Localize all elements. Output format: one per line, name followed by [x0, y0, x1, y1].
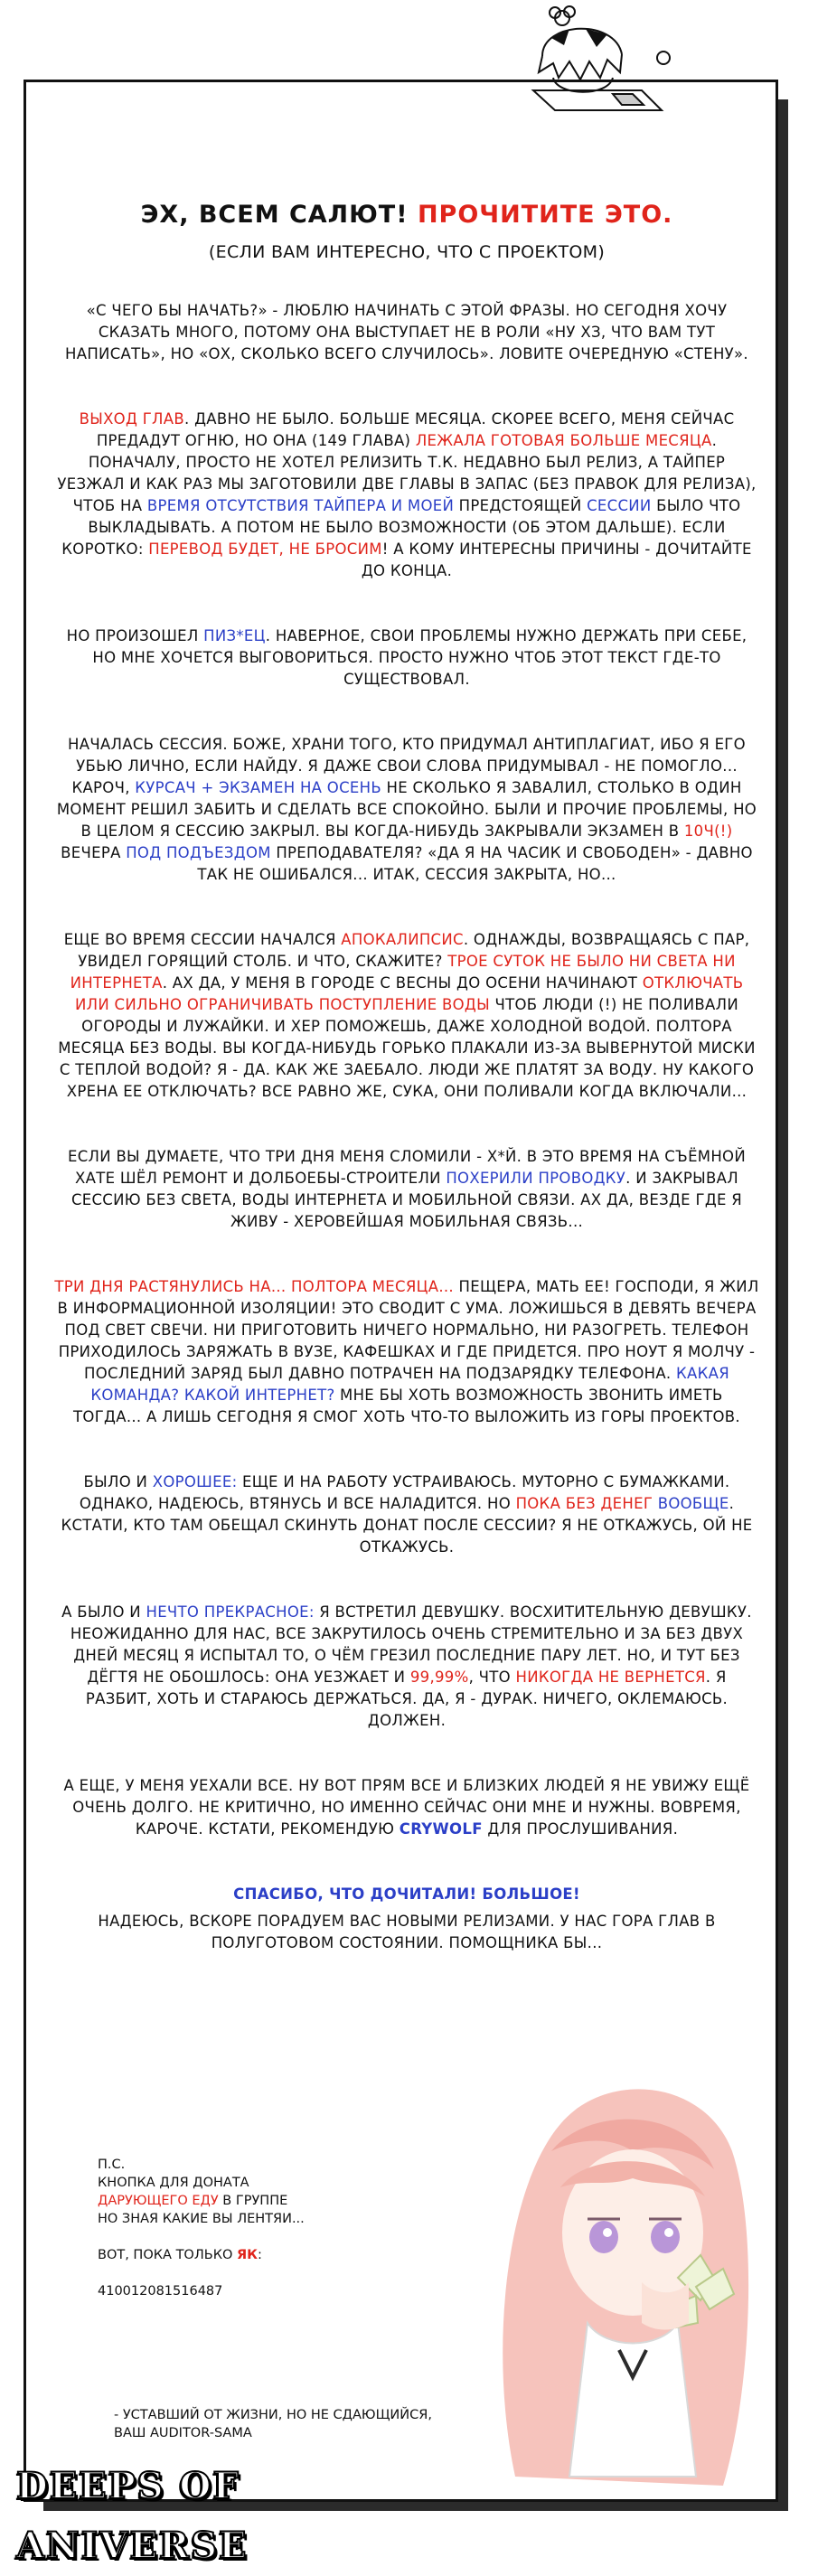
- highlight-percent: 99,99%: [409, 1669, 469, 1686]
- highlight-no-power: ТРОЕ СУТОК НЕ БЫЛО НИ СВЕТА НИ ИНТЕРНЕТА: [70, 953, 736, 992]
- text-segment: А БЫЛО И: [61, 1603, 146, 1621]
- highlight-never-return: НИКОГДА НЕ ВЕРНЕТСЯ: [515, 1669, 706, 1686]
- text-segment: . НАВЕРНОЕ, СВОИ ПРОБЛЕМЫ НУЖНО ДЕРЖАТЬ ПРИ СЕБЕ, НО МНЕ ХОЧЕТСЯ ВЫГОВОРИТЬСЯ. ПРОСТО НУЖНО ЧТОБ ЭТОТ ТЕКСТ ГДЕ-ТО СУЩЕСТВОВАЛ.: [92, 627, 747, 688]
- ps-donate-button-text: КНОПКА ДЛЯ ДОНАТА: [98, 2176, 249, 2190]
- text-segment: . АХ ДА, У МЕНЯ В ГОРОДЕ С ВЕСНЫ ДО ОСЕНИ НАЧИНАЮТ: [162, 974, 643, 992]
- highlight-crywolf: CRYWOLF: [399, 1820, 483, 1838]
- ps-lazy-line: НО ЗНАЯ КАКИЕ ВЫ ЛЕНТЯИ...: [98, 2212, 305, 2226]
- text-segment: В ГРУППЕ: [218, 2194, 288, 2208]
- title-greeting: ЭХ, ВСЕМ САЛЮТ!: [140, 201, 409, 229]
- paragraph-problems: [54, 625, 759, 691]
- text-segment: Я ВСТРЕТИЛ ДЕВУШКУ. ВОСХИТИТЕЛЬНУЮ ДЕВУШКУ. НЕОЖИДАННО ДЛЯ НАС, ВСЕ ЗАКРУТИЛОСЬ ОЧЕНЬ СТРЕМИТЕЛЬНО И ЗА БЕЗ ДВУХ ДНЕЙ МЕСЯЦ Я ИСПЫТАЛ ТО, О ЧЁМ ГРЕЗИЛ ПОСЛЕДНИЕ ПАРУ ЛЕТ. НО, И ТУТ БЕЗ ДЁГТЯ НЕ ОБОШЛОСЬ: ОНА УЕЗЖАЕТ И: [70, 1603, 752, 1686]
- text-segment: ПРЕДСТОЯЩЕЙ: [454, 497, 588, 514]
- team-logo: DEEPS OF ANIVERSE: [16, 2465, 249, 2567]
- text-segment: БЫЛО И: [83, 1473, 153, 1490]
- text-segment: НАЧАЛАСЬ СЕССИЯ. БОЖЕ, ХРАНИ ТОГО, КТО ПРИДУМАЛ АНТИПЛАГИАТ, ИБО Я ЕГО УБЬЮ ЛИЧНО, ЕСЛИ НАЙДУ. Я ДАЖЕ СВОИ СЛОВА ПРИДУМЫВАЛ - НЕ ПОМОГЛО... КАРОЧ,: [68, 736, 746, 796]
- text-segment: ЧТОБ ЛЮДИ (!) НЕ ПОЛИВАЛИ ОГОРОДЫ И ЛУЖАЙКИ. И ХЕР ПОМОЖЕШЬ, ДАЖЕ ХОЛОДНОЙ ВОДОЙ. ПОЛТОРА МЕСЯЦА БЕЗ ВОДЫ. ВЫ КОГДА-НИБУДЬ ГОРЬКО ПЛАКАЛИ ИЗ-ЗА ВЫВЕРНУТОЙ МИСКИ С ТЕПЛОЙ ВОДОЙ? Я - ДА. КАК ЖЕ ЗАЕБАЛО. ЛЮДИ ЖЕ ПЛАТЯТ ЗА ВОДУ. НУ КАКОГО ХРЕНА ЕЕ ОТКЛЮЧАТЬ? ВСЕ РАВНО ЖЕ, СУКА, ОНИ ПОЛИВАЛИ КОГДА ВКЛЮЧАЛИ...: [58, 996, 756, 1100]
- page-subtitle: (ЕСЛИ ВАМ ИНТЕРЕСНО, ЧТО С ПРОЕКТОМ): [208, 242, 606, 262]
- anime-girl-illustration: [452, 2052, 764, 2495]
- text-segment: , ЧТО: [468, 1669, 516, 1686]
- text-segment: . ОДНАЖДЫ, ВОЗВРАЩАЯСЬ С ПАР, УВИДЕЛ ГОРЯЩИЙ СТОЛБ. И ЧТО, СКАЖИТЕ?: [78, 931, 750, 970]
- ps-label: П.С.: [98, 2158, 126, 2172]
- text-segment: МНЕ БЫ ХОТЬ ВОЗМОЖНОСТЬ ЗВОНИТЬ ИМЕТЬ ТОГДА... А ЛИШЬ СЕГОДНЯ Я СМОГ ХОТЬ ЧТО-ТО ВЫЛОЖИТЬ ИЗ ГОРЫ ПРОЕКТОВ.: [73, 1387, 740, 1425]
- ps-donate-highlight: ДАРУЮЩЕГО ЕДУ: [98, 2194, 219, 2208]
- text-segment: НО ПРОИЗОШЕЛ: [66, 627, 204, 644]
- ps-donate-line: [98, 2192, 477, 2210]
- ps-wallet-number: 410012081516487: [98, 2284, 223, 2299]
- text-segment: ДЛЯ ПРОСЛУШИВАНИЯ.: [482, 1820, 679, 1838]
- text-segment: ЕЩЕ И НА РАБОТУ УСТРАИВАЮСЬ. МУТОРНО С БУМАЖКАМИ. ОДНАКО, НАДЕЮСЬ, ВТЯНУСЬ И ВСЕ НАЛАДИТСЯ. НО: [79, 1473, 730, 1512]
- highlight-coursework: КУРСАЧ + ЭКЗАМЕН НА ОСЕНЬ: [135, 779, 381, 796]
- spacer: [98, 2228, 477, 2246]
- highlight-good: ХОРОШЕЕ:: [152, 1473, 238, 1490]
- letter-content: [54, 199, 759, 1954]
- text-segment: ПРЕПОДАВАТЕЛЯ? «ДА Я НА ЧАСИК И СВОБОДЕН» - ДАВНО ТАК НЕ ОШИБАЛСЯ... ИТАК, СЕССИЯ ЗАКРЫТА, НО...: [197, 844, 753, 883]
- text-segment: . КСТАТИ, КТО ТАМ ОБЕЩАЛ СКИНУТЬ ДОНАТ ПОСЛЕ СЕССИИ? Я НЕ ОТКАЖУСЬ, ОЙ НЕ ОТКАЖУСЬ.: [61, 1495, 753, 1556]
- text-segment: . И ЗАКРЫВАЛ СЕССИЮ БЕЗ СВЕТА, ВОДЫ ИНТЕРНЕТА И МОБИЛЬНОЙ СВЯЗИ. АХ ДА, ВЕЗДЕ ГДЕ Я ЖИВУ - ХЕРОВЕЙШАЯ МОБИЛЬНАЯ СВЯЗЬ...: [71, 1170, 743, 1230]
- paragraph-releases: [54, 409, 759, 582]
- highlight-not-dropped: ПЕРЕВОД БУДЕТ, НЕ БРОСИМ: [148, 541, 382, 558]
- signature: - УСТАВШИЙ ОТ ЖИЗНИ, НО НЕ СДАЮЩИЙСЯ, ВАШ AUDITOR-SAMA: [114, 2408, 432, 2440]
- paragraph-intro: «С ЧЕГО БЫ НАЧАТЬ?» - ЛЮБЛЮ НАЧИНАТЬ С ЭТОЙ ФРАЗЫ. НО СЕГОДНЯ ХОЧУ СКАЗАТЬ МНОГО, ПОТОМУ ОНА ВЫСТУПАЕТ НЕ В РОЛИ «НУ ХЗ, ЧТО ВАМ ТУТ НАПИСАТЬ», НО «ОХ, СКОЛЬКО ВСЕГО СЛУЧИЛОСЬ». ЛОВИТЕ ОЧЕРЕДНУЮ «СТЕНУ».: [65, 302, 748, 362]
- paragraph-girl: [54, 1602, 759, 1732]
- highlight-entrance: ПОД ПОДЪЕЗДОМ: [126, 844, 271, 861]
- highlight-team-internet: КАКАЯ КОМАНДА? КАКОЙ ИНТЕРНЕТ?: [90, 1365, 729, 1404]
- text-segment: А ЕЩЕ, У МЕНЯ УЕХАЛИ ВСЕ. НУ ВОТ ПРЯМ ВСЕ И БЛИЗКИХ ЛЮДЕЙ Я НЕ УВИЖУ ЕЩЁ ОЧЕНЬ ДОЛГО. НЕ КРИТИЧНО, НО ИМЕННО СЕЙЧАС ОНИ МНЕ И НУЖНЫ. ВОВРЕМЯ, КАРОЧЕ. КСТАТИ, РЕКОМЕНДУЮ: [63, 1777, 750, 1838]
- paragraph-good-news: [54, 1471, 759, 1558]
- chibi-character-illustration: [506, 2, 678, 119]
- highlight-wiring: ПОХЕРИЛИ ПРОВОДКУ: [446, 1170, 626, 1187]
- highlight-at-all: ВООБЩЕ: [657, 1495, 729, 1512]
- closing-paragraph: НАДЕЮСЬ, ВСКОРЕ ПОРАДУЕМ ВАС НОВЫМИ РЕЛИЗАМИ. У НАС ГОРА ГЛАВ В ПОЛУГОТОВОМ СОСТОЯНИИ. ПОМОЩНИКА БЫ...: [98, 1913, 716, 1951]
- highlight-releases: ВЫХОД ГЛАВ: [79, 410, 184, 428]
- paragraph-everyone-left: [54, 1775, 759, 1840]
- page-title: [54, 199, 759, 231]
- text-segment: ! А КОМУ ИНТЕРЕСНЫ ПРИЧИНЫ - ДОЧИТАЙТЕ ДО КОНЦА.: [361, 541, 752, 579]
- highlight-no-money: ПОКА БЕЗ ДЕНЕГ: [515, 1495, 653, 1512]
- text-segment: ПЕЩЕРА, МАТЬ ЕЕ! ГОСПОДИ, Я ЖИЛ В ИНФОРМАЦИОННОЙ ИЗОЛЯЦИИ! ЭТО СВОДИТ С УМА. ЛОЖИШЬСЯ В ДЕВЯТЬ ВЕЧЕРА ПОД СВЕТ СВЕЧИ. НИ ПРИГОТОВИТЬ НИЧЕГО НОРМАЛЬНО, НИ РАЗОГРЕТЬ. ТЕЛЕФОН ПРИХОДИЛОСЬ ЗАРЯЖАТЬ В ВУЗЕ, КАФЕШКАХ И ГДЕ ПРИДЕТСЯ. ПРО НОУТ Я МОЛЧУ - ПОСЛЕДНИЙ ЗАРЯД БЫЛ ДАВНО ПОТРАЧЕН НА ПОДЗАРЯДКУ ТЕЛЕФОНА.: [57, 1278, 759, 1382]
- highlight-ready-chapter: ЛЕЖАЛА ГОТОВАЯ БОЛЬШЕ МЕСЯЦА: [415, 432, 712, 449]
- highlight-session: СЕССИИ: [587, 497, 652, 514]
- text-segment: ЕЩЕ ВО ВРЕМЯ СЕССИИ НАЧАЛСЯ: [63, 931, 342, 948]
- paragraph-isolation: [54, 1276, 759, 1428]
- paragraph-renovation: [54, 1146, 759, 1233]
- paragraph-session: [54, 734, 759, 886]
- title-read-this: ПРОЧИТИТЕ ЭТО.: [417, 201, 673, 229]
- highlight-time: 10Ч(!): [683, 823, 733, 840]
- text-segment: ЕСЛИ ВЫ ДУМАЕТЕ, ЧТО ТРИ ДНЯ МЕНЯ СЛОМИЛИ - Х*Й. В ЭТО ВРЕМЯ НА СЪЁМНОЙ ХАТЕ ШЁЛ РЕМОНТ И ДОЛБОЕБЫ-СТРОИТЕЛИ: [68, 1148, 746, 1187]
- text-segment: . ДАВНО НЕ БЫЛО. БОЛЬШЕ МЕСЯЦА. СКОРЕЕ ВСЕГО, МЕНЯ СЕЙЧАС ПРЕДАДУТ ОГНЮ, НО ОНА (149 ГЛАВА): [96, 410, 735, 449]
- text-segment: НЕ СКОЛЬКО Я ЗАВАЛИЛ, СТОЛЬКО В ОДИН МОМЕНТ РЕШИЛ ЗАБИТЬ И СДЕЛАТЬ ВСЕ СПОКОЙНО. БЫЛИ И ПРОЧИЕ ПРОБЛЕМЫ, НО В ЦЕЛОМ Я СЕССИЮ ЗАКРЫЛ. ВЫ КОГДА-НИБУДЬ ЗАКРЫВАЛИ ЭКЗАМЕН В: [56, 779, 757, 840]
- highlight-three-days: ТРИ ДНЯ РАСТЯНУЛИСЬ НА... ПОЛТОРА МЕСЯЦА...: [54, 1278, 454, 1295]
- highlight-absence: ВРЕМЯ ОТСУТСТВИЯ ТАЙПЕРА И МОЕЙ: [146, 497, 455, 514]
- spacer: [98, 2264, 477, 2282]
- text-segment: ВОТ, ПОКА ТОЛЬКО: [98, 2248, 238, 2262]
- highlight-water: ОТКЛЮЧАТЬ ИЛИ СИЛЬНО ОГРАНИЧИВАТЬ ПОСТУПЛЕНИЕ ВОДЫ: [75, 974, 744, 1013]
- text-segment: :: [258, 2248, 262, 2262]
- paragraph-apocalypse: [54, 929, 759, 1103]
- text-segment: . Я РАЗБИТ, ХОТЬ И СТАРАЮСЬ ДЕРЖАТЬСЯ. ДА, Я - ДУРАК. НИЧЕГО, ОКЛЕМАЮСЬ. ДОЛЖЕН.: [85, 1669, 729, 1729]
- highlight-apocalypse: АПОКАЛИПСИС: [341, 931, 464, 948]
- highlight-wonderful: НЕЧТО ПРЕКРАСНОЕ:: [146, 1603, 315, 1621]
- ps-wallet-line: [98, 2246, 477, 2264]
- highlight-disaster: ПИЗ*ЕЦ: [203, 627, 266, 644]
- thanks-line: СПАСИБО, ЧТО ДОЧИТАЛИ! БОЛЬШОЕ!: [233, 1885, 580, 1903]
- text-segment: БЫЛО ЧТО ВЫКЛАДЫВАТЬ. А ПОТОМ НЕ БЫЛО ВОЗМОЖНОСТИ (ОБ ЭТОМ ДАЛЬШЕ). ЕСЛИ КОРОТКО:: [61, 497, 741, 558]
- text-segment: . ПОНАЧАЛУ, ПРОСТО НЕ ХОТЕЛ РЕЛИЗИТЬ Т.К. НЕДАВНО БЫЛ РЕЛИЗ, А ТАЙПЕР УЕЗЖАЛ И КАК РАЗ МЫ ЗАГОТОВИЛИ ДВЕ ГЛАВЫ В ЗАПАС (БЕЗ ПРАВОК ДЛЯ РЕЛИЗА), ЧТОБ НА: [57, 432, 757, 514]
- postscript-block: [98, 2156, 477, 2300]
- ps-wallet-highlight: ЯК: [237, 2248, 259, 2262]
- text-segment: ВЕЧЕРА: [61, 844, 127, 861]
